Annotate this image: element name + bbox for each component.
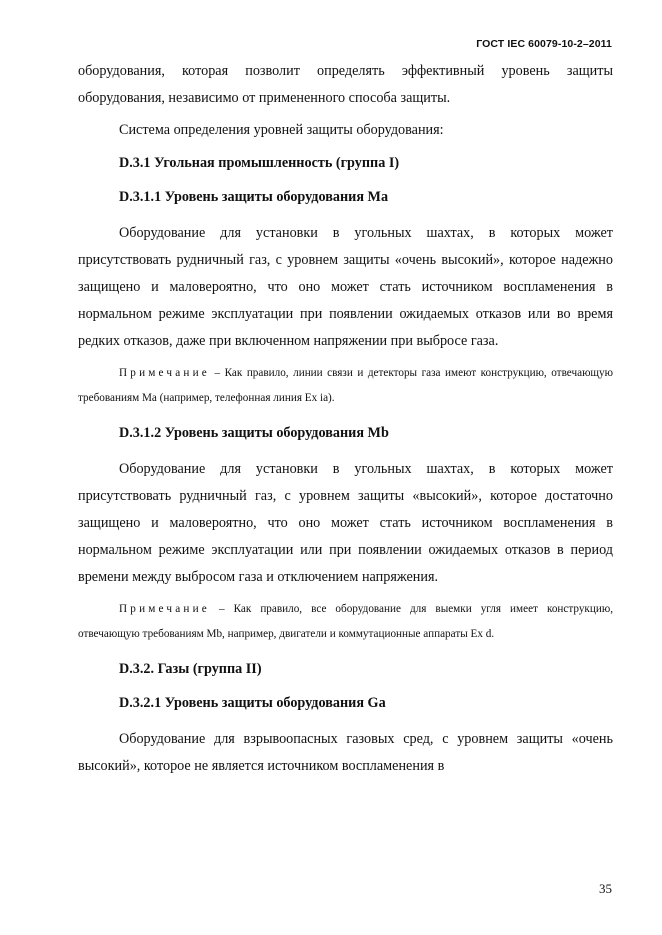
note-label: Примечание [119,602,210,615]
note-text: – Как правило, линии связи и детекторы газа имеют конструкцию, отвечающую требованиям Ma (например, телефонная линия Ex ia). [78,366,613,405]
section-heading-d312: D.3.1.2 Уровень защиты оборудования Mb [119,424,389,441]
note-label: Примечание [119,366,210,379]
note-text: – Как правило, все оборудование для выемки угля имеет конструкцию, отвечающую требованиям Mb, например, двигатели и коммутационные аппараты Ex d. [78,602,613,641]
paragraph-system-intro: Система определения уровней защиты оборудования: [119,122,444,139]
document-body [78,58,613,780]
section-heading-d311: D.3.1.1 Уровень защиты оборудования Ma [119,188,389,205]
section-heading-d32: D.3.2. Газы (группа II) [119,660,262,677]
section-heading-d31: D.3.1 Угольная промышленность (группа I) [119,154,400,171]
page-number: 35 [599,881,612,896]
paragraph-ga-description: Оборудование для взрывоопасных газовых сред, с уровнем защиты «очень высокий», которое не является источником воспламенения в [78,730,613,774]
paragraph-ma-description: Оборудование для установки в угольных шахтах, в которых может присутствовать рудничный газ, с уровнем защиты «очень высокий», которое надежно защищено и маловероятно, что оно может стать источником воспламенения в нормальном режиме эксплуатации при появлении ожидаемых отказов или во время редких отказов, даже при включенном напряжении при выбросе газа. [78,224,613,350]
section-heading-d321: D.3.2.1 Уровень защиты оборудования Ga [119,694,386,711]
note-mb [78,597,613,648]
note-ma [78,361,613,412]
paragraph-mb-description: Оборудование для установки в угольных шахтах, в которых может присутствовать рудничный газ, с уровнем защиты «высокий», которое достаточно защищено и маловероятно, что оно может стать источником воспламенения в нормальном режиме эксплуатации или при появлении ожидаемых отказов в период времени между выбросом газа и отключением напряжения. [78,460,613,586]
paragraph-continuation: оборудования, которая позволит определять эффективный уровень защиты оборудования, независимо от примененного способа защиты. [78,63,613,107]
document-header: ГОСТ IEC 60079-10-2–2011 [476,38,612,50]
